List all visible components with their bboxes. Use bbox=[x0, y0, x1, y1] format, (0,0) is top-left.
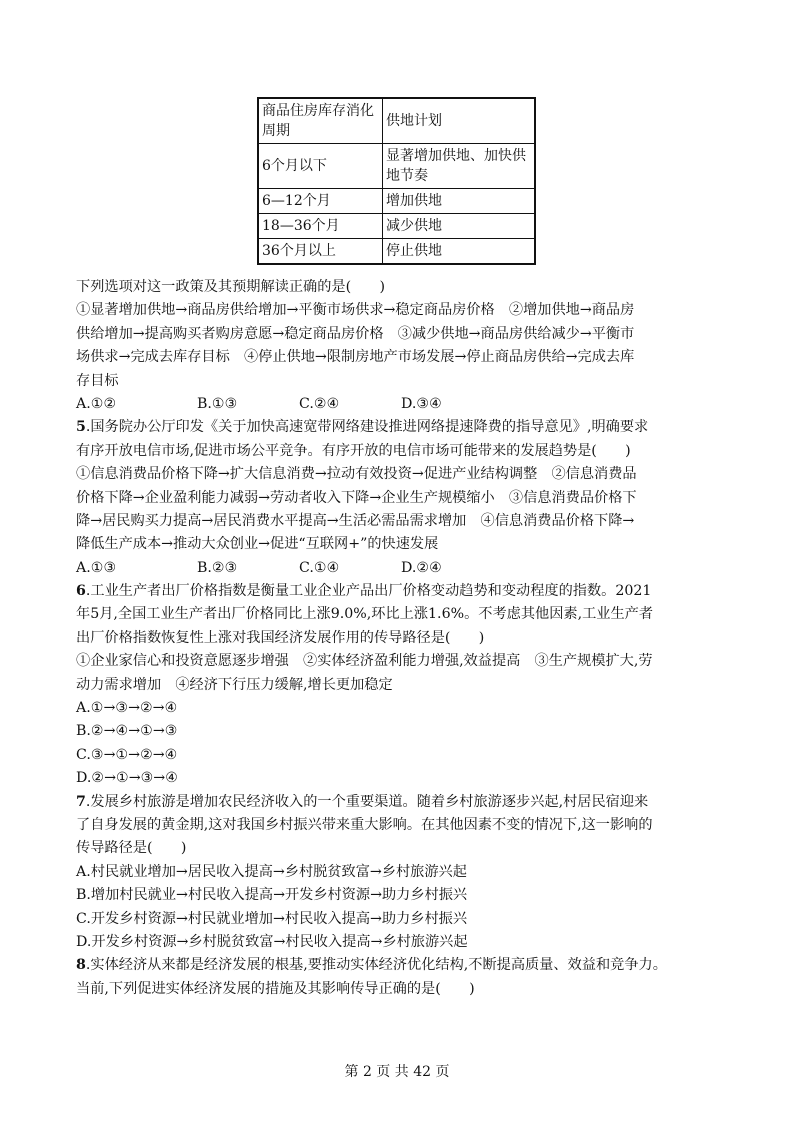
option: A.①② bbox=[76, 395, 117, 412]
table-header: 供地计划 bbox=[383, 98, 536, 144]
question-number: 6 bbox=[76, 583, 86, 600]
table-cell: 停止供地 bbox=[383, 239, 536, 265]
page-footer: 第 2 页 共 42 页 bbox=[344, 1064, 450, 1080]
q8-line: 当前,下列促进实体经济发展的措施及其影响传导正确的是( ) bbox=[76, 980, 475, 997]
option: D.②④ bbox=[401, 559, 442, 576]
q7-line: 了自身发展的黄金期,这对我国乡村振兴带来重大影响。在其他因素不变的情况下,这一影响的 bbox=[76, 816, 653, 833]
q5-line: 价格下降→企业盈利能力减弱→劳动者收入下降→企业生产规模缩小 ③信息消费品价格下 bbox=[76, 489, 637, 506]
q5-options bbox=[76, 557, 736, 580]
q6-line: ①企业家信心和投资意愿逐步增强 ②实体经济盈利能力增强,效益提高 ③生产规模扩大,劳 bbox=[76, 653, 653, 670]
option: B.增加村民就业→村民收入提高→开发乡村资源→助力乡村振兴 bbox=[76, 887, 468, 904]
q8-text: .实体经济从来都是经济发展的根基,要推动实体经济优化结构,不断提高质量、效益和竞争力。 bbox=[85, 957, 667, 974]
option: C.开发乡村资源→村民就业增加→村民收入提高→助力乡村振兴 bbox=[76, 910, 468, 927]
q7-line: 传导路径是( ) bbox=[76, 840, 187, 857]
table-row bbox=[258, 189, 535, 214]
q7-text: .发展乡村旅游是增加农民经济收入的一个重要渠道。随着乡村旅游逐步兴起,村居民宿迎来 bbox=[85, 793, 649, 810]
q4-line: 供给增加→提高购买者购房意愿→稳定商品房价格 ③减少供地→商品房供给减少→平衡市 bbox=[76, 325, 635, 342]
table-header: 商品住房库存消化周期 bbox=[258, 98, 383, 144]
q5-line: 降低生产成本→推动大众创业→促进“互联网+”的快速发展 bbox=[76, 536, 439, 553]
question-number: 8 bbox=[76, 957, 86, 974]
option: D.③④ bbox=[401, 395, 442, 412]
option: A.村民就业增加→居民收入提高→乡村脱贫致富→乡村旅游兴起 bbox=[76, 863, 467, 880]
q4-options bbox=[76, 393, 736, 416]
table-row bbox=[258, 144, 535, 189]
table-cell: 减少供地 bbox=[383, 214, 536, 239]
q5-line: 有序开放电信市场,促进市场公平竞争。有序开放的电信市场可能带来的发展趋势是( ) bbox=[76, 442, 631, 459]
q6-line bbox=[76, 580, 736, 603]
questions bbox=[76, 276, 736, 1001]
q5-text: .国务院办公厅印发《关于加快高速宽带网络建设推进网络提速降费的指导意见》,明确要求 bbox=[85, 419, 649, 436]
q4-line: 下列选项对这一政策及其预期解读正确的是( ) bbox=[76, 279, 386, 295]
q5-line bbox=[76, 416, 736, 439]
option: A.①→③→②→④ bbox=[76, 700, 178, 717]
q6-line: 动力需求增加 ④经济下行压力缓解,增长更加稳定 bbox=[76, 676, 393, 693]
question-number: 7 bbox=[76, 793, 86, 810]
q6-text: .工业生产者出厂价格指数是衡量工业企业产品出厂价格变动趋势和变动程度的指数。2021 bbox=[85, 583, 652, 600]
table-cell: 36个月以上 bbox=[258, 239, 383, 265]
q5-line: ①信息消费品价格下降→扩大信息消费→拉动有效投资→促进产业结构调整 ②信息消费品 bbox=[76, 466, 637, 483]
q4-line: ①显著增加供地→商品房供给增加→平衡市场供求→稳定商品房价格 ②增加供地→商品房 bbox=[76, 302, 635, 319]
option: D.②→①→③→④ bbox=[76, 770, 178, 787]
q6-line: 年5月,全国工业生产者出厂价格同比上涨9.0%,环比上涨1.6%。不考虑其他因素,工业生产者 bbox=[76, 606, 654, 623]
table-cell: 增加供地 bbox=[383, 189, 536, 214]
table-row bbox=[258, 239, 535, 265]
question-number: 5 bbox=[76, 419, 86, 436]
q6-line: 出厂价格指数恢复性上涨对我国经济发展作用的传导路径是( ) bbox=[76, 629, 485, 646]
option: C.③→①→②→④ bbox=[76, 746, 178, 763]
option: C.①④ bbox=[299, 559, 340, 576]
q7-line bbox=[76, 791, 736, 814]
table-cell: 6—12个月 bbox=[258, 189, 383, 214]
option: D.开发乡村资源→乡村脱贫致富→村民收入提高→乡村旅游兴起 bbox=[76, 933, 468, 950]
option: A.①③ bbox=[76, 559, 117, 576]
table-cell: 18—36个月 bbox=[258, 214, 383, 239]
option: B.②③ bbox=[197, 559, 238, 576]
table-cell: 显著增加供地、加快供地节奏 bbox=[383, 144, 536, 189]
option: B.②→④→①→③ bbox=[76, 723, 178, 740]
supply-plan-table bbox=[257, 97, 536, 265]
q8-line bbox=[76, 954, 736, 977]
option: C.②④ bbox=[299, 395, 340, 412]
option: B.①③ bbox=[197, 395, 238, 412]
table-row bbox=[258, 214, 535, 239]
q5-line: 降→居民购买力提高→居民消费水平提高→生活必需品需求增加 ④信息消费品价格下降→ bbox=[76, 512, 635, 529]
q4-line: 存目标 bbox=[76, 372, 119, 389]
table-cell: 6个月以下 bbox=[258, 144, 383, 189]
q4-line: 场供求→完成去库存目标 ④停止供地→限制房地产市场发展→停止商品房供给→完成去库 bbox=[76, 349, 635, 366]
